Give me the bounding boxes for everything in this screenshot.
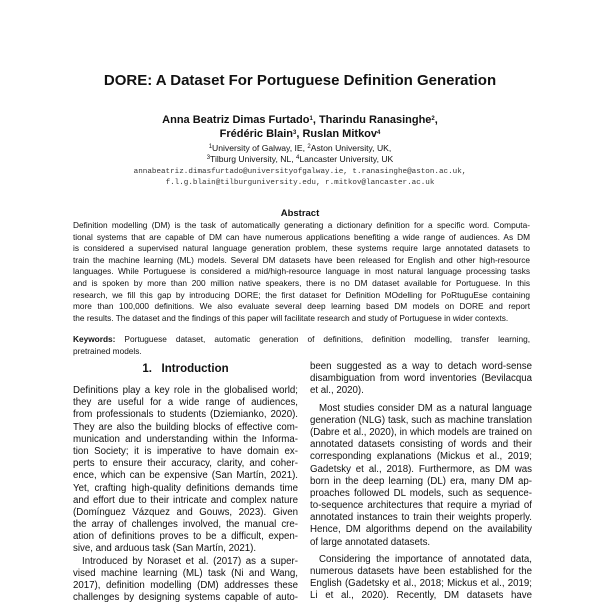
abstract-line: train the machine learning (ML) models. Several DM datasets have been released for English and other high-resource xyxy=(73,254,530,265)
authors-line-1: Anna Beatriz Dimas Furtado$^1$, Tharindu Ranasinghe$^2$, xyxy=(162,114,438,126)
abstract-line: and is spoken by more than 200 million native speakers, there is no DM dataset available for Portuguese. In this xyxy=(73,277,530,288)
body-text-line: vised machine learning (ML) task (Ni and Wang, xyxy=(73,567,298,579)
keywords xyxy=(73,334,530,357)
body-text-line: perts to ensure their accuracy, clarity, and coher- xyxy=(73,458,298,470)
body-text-line: challenges by designing systems capable of auto- xyxy=(73,592,298,604)
body-text-line: ation of definitions proves to be a difficult, expen- xyxy=(73,531,298,543)
body-text-line: generation (NLG) task, such as machine translation xyxy=(310,414,532,426)
abstract-line: tional systems that are capable of DM can have numerous applications benefiting a wide range of audiences. As DM xyxy=(73,231,530,242)
authors-line-2: Frédéric Blain$^3$, Ruslan Mitkov$^4$ xyxy=(219,128,381,140)
body-text-line: Gadetsky et al., 2018). Furthermore, as DM was xyxy=(310,463,532,475)
body-text-line: ence, which can be expensive (San Martín, 2021). xyxy=(73,470,298,482)
author-sup: 1 xyxy=(309,116,313,122)
keywords-text: Portuguese dataset, automatic generation of definitions, definition modelling, transfer learning, xyxy=(115,334,530,344)
author-name: Anna Beatriz Dimas Furtado xyxy=(162,114,310,126)
body-text-line: English (Gadetsky et al., 2018; Mickus et al., 2019; xyxy=(310,578,532,590)
body-text-line: of large annotated datasets. xyxy=(310,536,431,548)
author-sup: 3 xyxy=(292,130,297,136)
paper-title: DORE: A Dataset For Portuguese Definition Generation xyxy=(103,72,497,89)
body-text-line: Introduced by Noraset et al. (2017) as a super- xyxy=(82,555,298,567)
section-title: Introduction xyxy=(161,363,229,375)
author-sup: 2 xyxy=(431,116,435,122)
affiliation: Lancaster University, UK xyxy=(299,154,394,164)
body-text-line: Considering the importance of annotated data, xyxy=(319,553,532,565)
abstract-line: Definition modelling (DM) is the task of automatically generating a dictionary definition for a specific word. Computa- xyxy=(73,220,530,230)
aff-sup: 3 xyxy=(206,155,211,161)
body-text-line: et al., 2020). xyxy=(310,385,364,397)
body-text-line: tion Society; it is imperative to have domain ex- xyxy=(73,445,298,457)
abstract-line: languages. While Portuguese is considered a mid/high-resource language in most natural language processing tasks xyxy=(73,266,530,277)
body-text-line: disambiguation from word inventories (Bevilacqua xyxy=(310,373,532,385)
body-text-line: Li et al., 2020). Recently, DM datasets have xyxy=(310,590,532,602)
abstract-line: is considered a supervised natural language generation problem, these systems require large annotated datasets to xyxy=(73,243,530,254)
body-text-line: from professionals to students (Dziemianko, 2020). xyxy=(73,409,298,421)
body-text-line: sive, and arduous task (San Martín, 2021). xyxy=(73,543,257,555)
body-text-line: been suggested as a way to detach word-sense xyxy=(310,361,532,372)
section-number: 1. xyxy=(142,363,152,375)
keywords-label: Keywords: xyxy=(73,334,116,344)
body-text-line: corresponding explanations (Mickus et al., 2019; xyxy=(310,451,532,463)
email-line: f.l.g.blain@tilburguniversity.edu, r.mitkov@lancaster.ac.uk xyxy=(165,179,435,187)
body-text-line: Most studies consider DM as a natural language xyxy=(319,402,532,414)
right-column xyxy=(310,361,532,603)
body-text-line: munication and understanding within the Informa- xyxy=(73,433,298,445)
body-text-line: the array of challenges involved, the manual cre- xyxy=(73,519,298,531)
abstract-heading: Abstract xyxy=(280,208,320,219)
body-text-line: annotated instances to train their weights properly. xyxy=(310,512,532,524)
abstract-line: research, we fill this gap by introducing DORE; the first dataset for Definition MOdelling for PoRtuguEse containing xyxy=(73,289,530,300)
affiliation: University of Galway, IE, xyxy=(212,143,308,153)
abstract-line: more than 100,000 definitions. We also evaluate several deep learning based DM models on DORE and report xyxy=(73,301,530,312)
affiliations-line-2 xyxy=(0,154,600,165)
affiliations-line-1 xyxy=(0,143,600,154)
section-heading xyxy=(73,363,298,375)
email-line: annabeatriz.dimasfurtado@universityofgalway.ie, t.ranasinghe@aston.ac.uk, xyxy=(133,168,467,176)
affiliation: Aston University, UK, xyxy=(310,143,392,153)
author-name: Ruslan Mitkov xyxy=(302,128,378,140)
author-name: Tharindu Ranasinghe xyxy=(318,114,432,126)
body-text-line: to-sequence architectures that require a myriad of xyxy=(310,500,532,512)
body-text-line: (Dabre et al., 2020), in which models are trained on xyxy=(310,426,532,438)
keywords-text: pretrained models. xyxy=(73,345,142,356)
author-sup: 4 xyxy=(377,130,381,136)
body-text-line: Yet, crafting high-quality definitions demands time xyxy=(73,482,298,494)
body-text-line: Definitions play a key role in the globalised world; xyxy=(73,385,298,396)
aff-sup: 2 xyxy=(307,144,311,150)
affiliation: Tilburg University, NL, xyxy=(210,154,297,164)
left-column xyxy=(73,385,298,604)
body-text-line: annotated datasets consisting of words and their xyxy=(310,439,532,451)
body-text-line: Hence, DM algorithms depend on the availability xyxy=(310,524,532,536)
body-text-line: they are useful for a wide range of audiences, xyxy=(73,397,298,409)
body-text-line: proaches followed DL models, such as sequence- xyxy=(310,487,532,499)
body-text-line: born in the deep learning (DL) era, many DM ap- xyxy=(310,475,532,487)
aff-sup: 1 xyxy=(208,144,213,150)
abstract-body xyxy=(73,220,530,324)
body-text-line: They are also the building blocks of effective com- xyxy=(73,421,298,433)
body-text-line: and effort due to their intricate and complex nature xyxy=(73,494,298,506)
abstract-line: the results. The dataset and the findings of this paper will facilitate research and study of Portuguese in wider contexts. xyxy=(73,312,509,323)
aff-sup: 4 xyxy=(296,155,300,161)
author-name: Frédéric Blain xyxy=(219,128,293,140)
body-text-line: (Domínguez Vázquez and Gouws, 2023). Given xyxy=(73,506,298,518)
body-text-line: numerous datasets have been established for the xyxy=(310,566,532,577)
body-text-line: 2017), definition modelling (DM) addresses these xyxy=(73,580,298,591)
